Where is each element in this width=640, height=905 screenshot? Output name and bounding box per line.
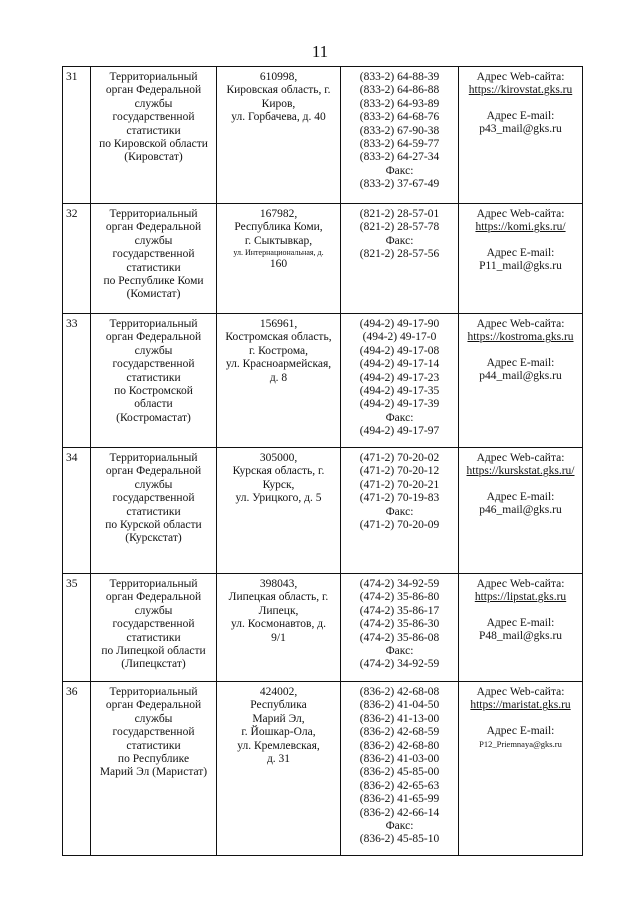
org-name-line: по Костромской xyxy=(114,385,193,398)
territorial-bodies-table xyxy=(62,66,583,856)
name-cell xyxy=(91,682,217,856)
phone-line: (471-2) 70-20-12 xyxy=(359,465,440,478)
phone-line: (836-2) 41-03-00 xyxy=(359,753,440,766)
phone-line: (471-2) 70-19-83 xyxy=(359,492,440,505)
address-line: ул. Интернациональная, д. xyxy=(233,248,324,258)
web-label: Адрес Web-сайта: xyxy=(476,686,565,698)
addr-cell xyxy=(217,67,341,204)
web-cell xyxy=(459,574,583,682)
addr-cell xyxy=(217,574,341,682)
org-name-line: статистики xyxy=(126,505,181,518)
org-name-line: (Курскстат) xyxy=(125,532,182,545)
row-number: 36 xyxy=(63,682,91,856)
website-link[interactable]: https://maristat.gks.ru xyxy=(470,699,571,712)
row-number: 33 xyxy=(63,314,91,448)
org-name-line: статистики xyxy=(126,739,181,752)
org-name-line: статистики xyxy=(126,124,181,137)
web-label: Адрес Web-сайта: xyxy=(476,578,565,590)
address-line: Курск, xyxy=(262,478,295,491)
table-row xyxy=(63,67,583,204)
spacer xyxy=(462,605,579,617)
address-line: 9/1 xyxy=(271,631,286,644)
address-line: Республика Коми, xyxy=(234,221,323,234)
row-number: 35 xyxy=(63,574,91,682)
row-number: 32 xyxy=(63,204,91,314)
address-line: ул. Горбачева, д. 40 xyxy=(231,111,326,124)
org-name-line: (Костромастат) xyxy=(116,411,191,424)
phone-line: (494-2) 49-17-0 xyxy=(362,331,437,344)
phone-line: (471-2) 70-20-21 xyxy=(359,478,440,491)
org-name-line: государственной xyxy=(112,726,195,739)
address-line: 398043, xyxy=(259,578,298,590)
phone-line: (474-2) 35-86-80 xyxy=(359,591,440,604)
phone-line: (836-2) 41-65-99 xyxy=(359,793,440,806)
phone-line: (836-2) 42-68-80 xyxy=(359,739,440,752)
phone-line: (833-2) 64-68-76 xyxy=(359,111,440,124)
org-name-line: службы xyxy=(134,712,173,725)
org-name-line: государственной xyxy=(112,492,195,505)
website-link[interactable]: https://lipstat.gks.ru xyxy=(474,591,567,604)
org-name-line: по Курской области xyxy=(105,519,202,532)
email-label: Адрес E-mail: xyxy=(486,616,555,629)
spacer xyxy=(462,479,579,491)
phone-line: Факс: xyxy=(385,164,414,177)
name-cell xyxy=(91,574,217,682)
phone-line: (494-2) 49-17-35 xyxy=(359,385,440,398)
address-line: г. Кострома, xyxy=(248,344,309,357)
row-number: 31 xyxy=(63,67,91,204)
address-line: ул. Урицкого, д. 5 xyxy=(235,492,322,505)
table-row xyxy=(63,448,583,574)
phone-cell xyxy=(341,574,459,682)
spacer xyxy=(462,345,579,357)
email-address: p43_mail@gks.ru xyxy=(479,123,562,136)
org-name-line: Территориальный xyxy=(109,318,198,330)
phone-line: (494-2) 49-17-08 xyxy=(359,344,440,357)
org-name-line: орган Федеральной xyxy=(105,221,202,234)
phone-line: Факс: xyxy=(385,411,414,424)
address-line: д. 8 xyxy=(269,371,288,384)
email-label: Адрес E-mail: xyxy=(486,246,555,259)
org-name-line: (Липецкстат) xyxy=(121,658,186,671)
phone-line: (494-2) 49-17-97 xyxy=(359,425,440,438)
phone-line: (471-2) 70-20-02 xyxy=(359,452,440,464)
spacer xyxy=(462,713,579,725)
org-name-line: Территориальный xyxy=(109,578,198,590)
addr-cell xyxy=(217,204,341,314)
phone-line: (494-2) 49-17-14 xyxy=(359,358,440,371)
address-line: ул. Космонавтов, д. xyxy=(231,618,326,631)
address-line: Костромская область, xyxy=(225,331,332,344)
org-name-line: Территориальный xyxy=(109,71,198,83)
phone-line: (494-2) 49-17-90 xyxy=(359,318,440,330)
phone-line: (474-2) 34-92-59 xyxy=(359,658,440,671)
address-line: Кировская область, г. xyxy=(226,84,331,97)
org-name-line: статистики xyxy=(126,631,181,644)
phone-line: (836-2) 42-66-14 xyxy=(359,806,440,819)
phone-line: (833-2) 37-67-49 xyxy=(359,178,440,191)
phone-line: (821-2) 28-57-56 xyxy=(359,248,440,261)
website-link[interactable]: https://komi.gks.ru/ xyxy=(475,221,566,234)
phone-line: (833-2) 64-86-88 xyxy=(359,84,440,97)
phone-cell xyxy=(341,204,459,314)
org-name-line: по Липецкой области xyxy=(101,645,206,658)
org-name-line: по Кировской области xyxy=(99,138,208,151)
table-row xyxy=(63,574,583,682)
address-line: ул. Кремлевская, xyxy=(237,739,320,752)
org-name-line: службы xyxy=(134,344,173,357)
org-name-line: государственной xyxy=(112,248,195,261)
email-label: Адрес E-mail: xyxy=(486,490,555,503)
phone-line: (836-2) 42-68-59 xyxy=(359,726,440,739)
table-row xyxy=(63,314,583,448)
address-line: Марий Эл, xyxy=(252,712,305,725)
phone-line: (833-2) 64-27-34 xyxy=(359,151,440,164)
org-name-line: службы xyxy=(134,478,173,491)
name-cell xyxy=(91,67,217,204)
name-cell xyxy=(91,448,217,574)
org-name-line: государственной xyxy=(112,618,195,631)
phone-line: (833-2) 64-59-77 xyxy=(359,138,440,151)
org-name-line: по Республике xyxy=(117,753,190,766)
web-label: Адрес Web-сайта: xyxy=(476,208,565,220)
org-name-line: орган Федеральной xyxy=(105,699,202,712)
org-name-line: орган Федеральной xyxy=(105,84,202,97)
phone-line: (833-2) 67-90-38 xyxy=(359,124,440,137)
phone-line: (474-2) 35-86-30 xyxy=(359,618,440,631)
web-cell xyxy=(459,67,583,204)
org-name-line: по Республике Коми xyxy=(103,275,204,288)
table-row xyxy=(63,204,583,314)
org-name-line: орган Федеральной xyxy=(105,591,202,604)
org-name-line: статистики xyxy=(126,261,181,274)
org-name-line: орган Федеральной xyxy=(105,331,202,344)
org-name-line: Территориальный xyxy=(109,452,198,464)
org-name-line: (Комистат) xyxy=(126,288,181,301)
phone-line: (833-2) 64-93-89 xyxy=(359,97,440,110)
email-address: p46_mail@gks.ru xyxy=(479,504,562,517)
email-address: P11_mail@gks.ru xyxy=(479,260,562,273)
org-name-line: государственной xyxy=(112,358,195,371)
org-name-line: Территориальный xyxy=(109,686,198,698)
phone-line: (821-2) 28-57-01 xyxy=(359,208,440,220)
phone-line: Факс: xyxy=(385,505,414,518)
org-name-line: области xyxy=(134,398,173,411)
address-line: Липецк, xyxy=(258,604,299,617)
website-link[interactable]: https://kurskstat.gks.ru/ xyxy=(466,465,575,478)
address-line: ул. Красноармейская, xyxy=(225,358,332,371)
web-label: Адрес Web-сайта: xyxy=(476,452,565,464)
addr-cell xyxy=(217,682,341,856)
phone-cell xyxy=(341,67,459,204)
addr-cell xyxy=(217,448,341,574)
address-line: 305000, xyxy=(259,452,298,464)
address-line: 610998, xyxy=(259,71,298,83)
phone-line: (474-2) 35-86-17 xyxy=(359,604,440,617)
table-row xyxy=(63,682,583,856)
org-name-line: орган Федеральной xyxy=(105,465,202,478)
row-number: 34 xyxy=(63,448,91,574)
email-label: Адрес E-mail: xyxy=(486,724,555,737)
email-address: P12_Priemnaya@gks.ru xyxy=(479,739,562,750)
address-line: Киров, xyxy=(261,97,296,110)
phone-line: Факс: xyxy=(385,645,414,658)
phone-line: Факс: xyxy=(385,234,414,247)
address-line: 424002, xyxy=(259,686,298,698)
org-name-line: Территориальный xyxy=(109,208,198,220)
name-cell xyxy=(91,314,217,448)
phone-line: (494-2) 49-17-23 xyxy=(359,371,440,384)
org-name-line: статистики xyxy=(126,371,181,384)
address-line: 160 xyxy=(269,258,288,271)
address-line: 167982, xyxy=(259,208,298,220)
address-line: Липецкая область, г. xyxy=(228,591,329,604)
spacer xyxy=(462,98,579,110)
website-link[interactable]: https://kirovstat.gks.ru xyxy=(468,84,573,97)
address-line: Курская область, г. xyxy=(232,465,325,478)
phone-line: (821-2) 28-57-78 xyxy=(359,221,440,234)
address-line: д. 31 xyxy=(266,753,291,766)
address-line: г. Сыктывкар, xyxy=(244,234,313,247)
web-label: Адрес Web-сайта: xyxy=(476,318,565,330)
web-cell xyxy=(459,314,583,448)
phone-line: (471-2) 70-20-09 xyxy=(359,519,440,532)
email-address: P48_mail@gks.ru xyxy=(478,630,563,643)
phone-line: (836-2) 41-04-50 xyxy=(359,699,440,712)
email-address: p44_mail@gks.ru xyxy=(479,370,562,383)
org-name-line: службы xyxy=(134,234,173,247)
phone-line: Факс: xyxy=(385,820,414,833)
address-line: Республика xyxy=(250,699,307,712)
phone-cell xyxy=(341,448,459,574)
email-label: Адрес E-mail: xyxy=(486,109,555,122)
org-name-line: (Кировстат) xyxy=(124,151,183,164)
phone-line: (474-2) 35-86-08 xyxy=(359,631,440,644)
web-cell xyxy=(459,204,583,314)
address-line: 156961, xyxy=(259,318,298,330)
web-label: Адрес Web-сайта: xyxy=(476,71,565,83)
org-name-line: Марий Эл (Маристат) xyxy=(99,766,208,779)
address-line: г. Йошкар-Ола, xyxy=(241,726,316,739)
web-cell xyxy=(459,682,583,856)
phone-line: (836-2) 45-85-00 xyxy=(359,766,440,779)
website-link[interactable]: https://kostroma.gks.ru xyxy=(467,331,574,344)
org-name-line: службы xyxy=(134,604,173,617)
web-cell xyxy=(459,448,583,574)
name-cell xyxy=(91,204,217,314)
addr-cell xyxy=(217,314,341,448)
phone-line: (474-2) 34-92-59 xyxy=(359,578,440,590)
phone-line: (836-2) 45-85-10 xyxy=(359,833,440,846)
phone-line: (836-2) 42-65-63 xyxy=(359,779,440,792)
phone-line: (836-2) 42-68-08 xyxy=(359,686,440,698)
phone-line: (833-2) 64-88-39 xyxy=(359,71,440,83)
org-name-line: государственной xyxy=(112,111,195,124)
email-label: Адрес E-mail: xyxy=(486,356,555,369)
phone-line: (836-2) 41-13-00 xyxy=(359,712,440,725)
page-number: 11 xyxy=(311,42,329,61)
phone-cell xyxy=(341,682,459,856)
phone-line: (494-2) 49-17-39 xyxy=(359,398,440,411)
phone-cell xyxy=(341,314,459,448)
spacer xyxy=(462,235,579,247)
org-name-line: службы xyxy=(134,97,173,110)
table-body xyxy=(63,67,583,856)
